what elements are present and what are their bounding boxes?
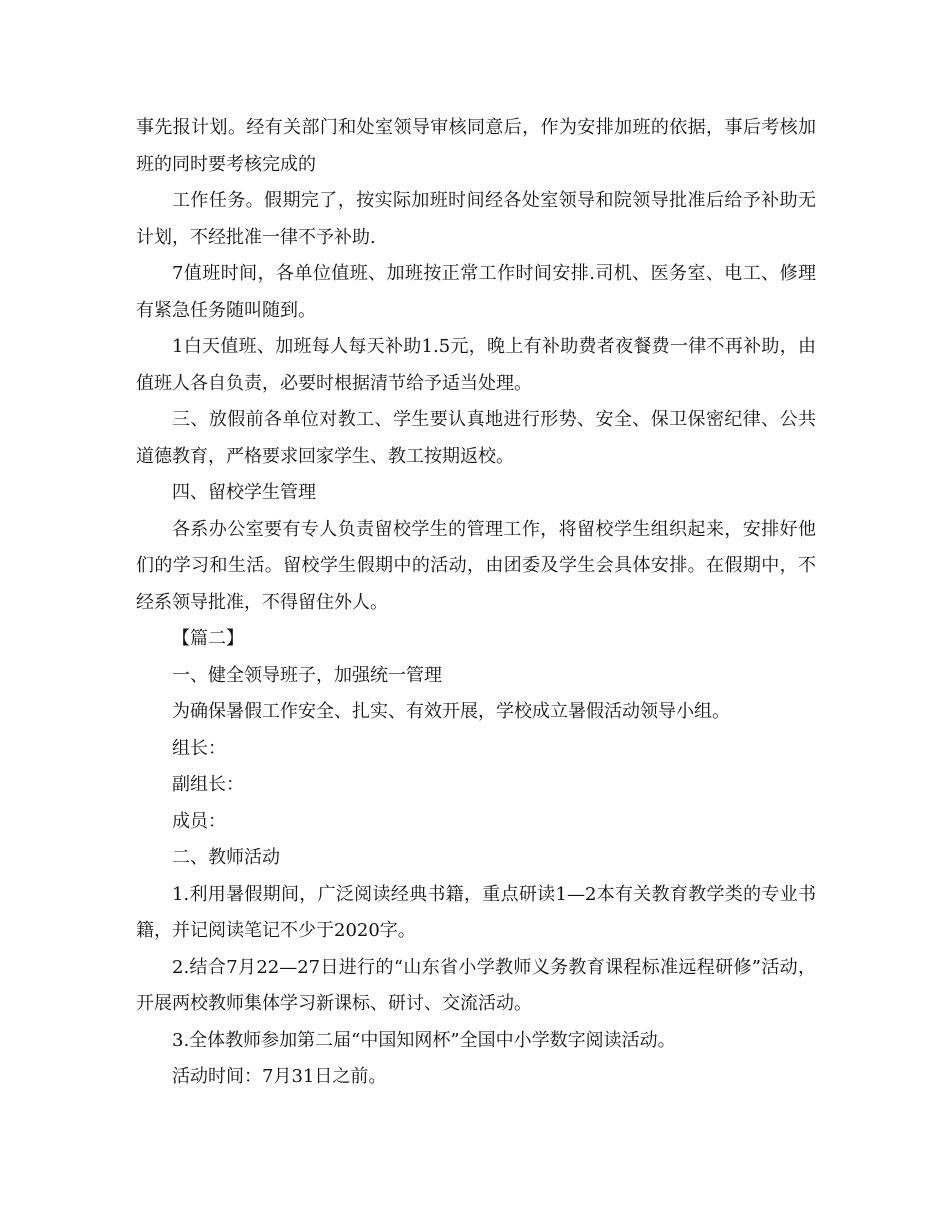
section-heading-4: 四、留校学生管理 [172, 482, 316, 503]
paragraph-4: 1白天值班、加班每人每天补助1.5元，晚上有补助费者夜餐费一律不再补助，由值班人各自负责，必要时根据清节给予适当处理。 [136, 336, 816, 394]
document-body [136, 110, 816, 1096]
part-heading-2: 【篇二】 [172, 628, 244, 649]
paragraph-15: 1.利用暑假期间，广泛阅读经典书籍，重点研读1—2本有关教育教学类的专业书籍，并记阅读笔记不少于2020字。 [136, 883, 816, 941]
activity-time-line: 活动时间：7月31日之前。 [172, 1066, 387, 1087]
paragraph-3: 7值班时间，各单位值班、加班按正常工作时间安排.司机、医务室、电工、修理有紧急任务随叫随到。 [136, 263, 816, 321]
members-line: 成员： [172, 810, 226, 832]
section-heading-2: 二、教师活动 [172, 847, 280, 868]
paragraph-2: 工作任务。假期完了，按实际加班时间经各处室领导和院领导批准后给予补助无计划，不经批准一律不予补助. [136, 190, 816, 248]
section-heading-1: 一、健全领导班子，加强统一管理 [172, 664, 442, 686]
paragraph-17: 3.全体教师参加第二届“中国知网杯”全国中小学数字阅读活动。 [172, 1029, 676, 1051]
paragraph-1: 事先报计划。经有关部门和处室领导审核同意后，作为安排加班的依据，事后考核加班的同时要考核完成的 [136, 117, 816, 175]
group-leader-line: 组长： [172, 737, 226, 759]
paragraph-7: 各系办公室要有专人负责留校学生的管理工作，将留校学生组织起来，安排好他们的学习和生活。留校学生假期中的活动，由团委及学生会具体安排。在假期中，不经系领导批准，不得留住外人。 [136, 518, 816, 613]
paragraph-10: 为确保暑假工作安全、扎实、有效开展，学校成立暑假活动领导小组。 [172, 701, 730, 722]
paragraph-5: 三、放假前各单位对教工、学生要认真地进行形势、安全、保卫保密纪律、公共道德教育，严格要求回家学生、教工按期返校。 [136, 409, 816, 467]
paragraph-16: 2.结合7月22—27日进行的“山东省小学教师义务教育课程标准远程研修”活动，开展两校教师集体学习新课标、研讨、交流活动。 [136, 956, 816, 1014]
deputy-leader-line: 副组长： [172, 774, 244, 795]
